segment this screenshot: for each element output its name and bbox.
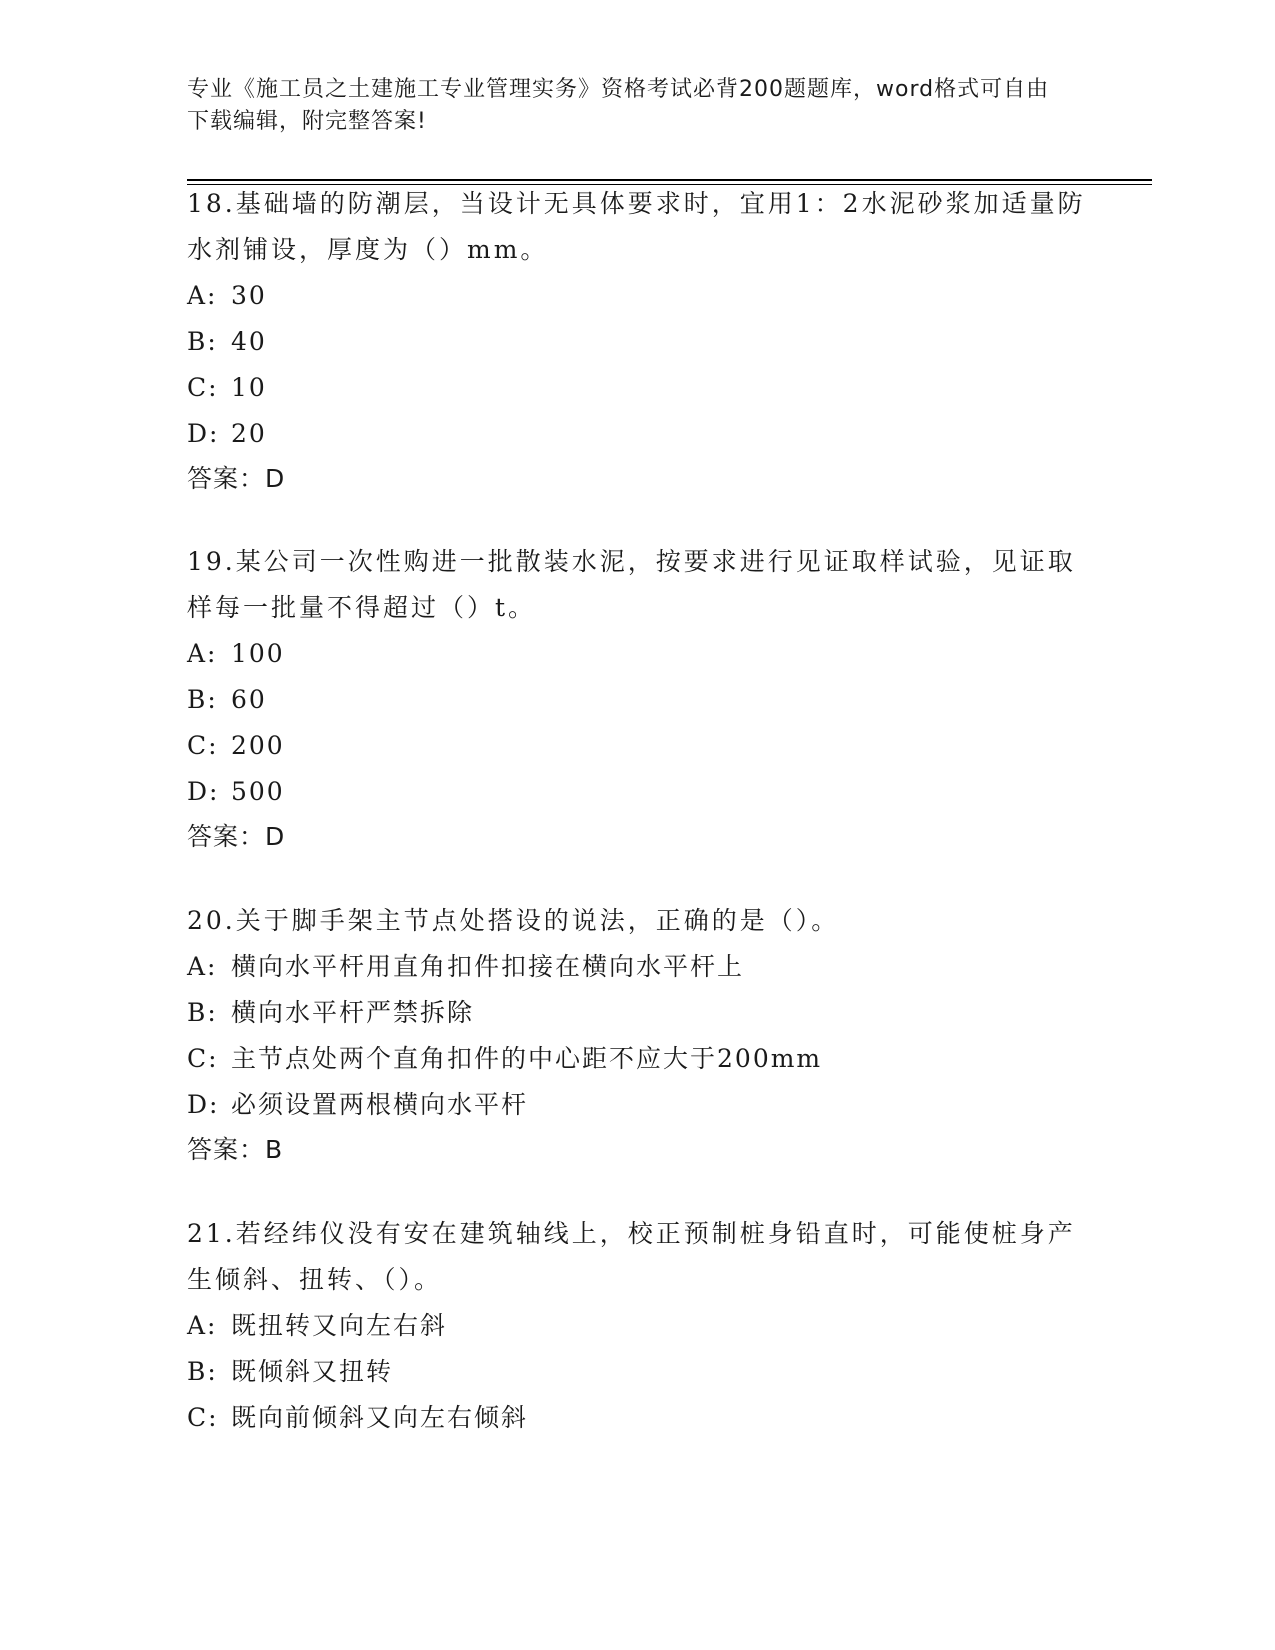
question-stem: 20.关于脚手架主节点处搭设的说法，正确的是（）。 bbox=[187, 906, 840, 935]
option-letter: B: bbox=[187, 327, 218, 356]
question-stem: 18.基础墙的防潮层，当设计无具体要求时，宜用1：2水泥砂浆加适量防水剂铺设，厚度为（）mm。 bbox=[187, 189, 1086, 264]
option-a bbox=[187, 631, 1087, 677]
option-letter: C: bbox=[187, 731, 219, 760]
header-title: 专业《施工员之土建施工专业管理实务》资格考试必背200题题库，word格式可自由下载编辑，附完整答案! bbox=[187, 77, 1050, 134]
option-d bbox=[187, 769, 1087, 815]
option-text: 既向前倾斜又向左右倾斜 bbox=[231, 1403, 529, 1432]
option-b bbox=[187, 990, 1087, 1036]
option-d bbox=[187, 411, 1087, 457]
option-a bbox=[187, 1303, 1087, 1349]
question-20 bbox=[187, 898, 1087, 1172]
option-letter: B: bbox=[187, 685, 218, 714]
option-text: 既倾斜又扭转 bbox=[231, 1357, 394, 1386]
option-letter: D: bbox=[187, 777, 220, 806]
option-b bbox=[187, 319, 1087, 365]
option-text: 100 bbox=[231, 639, 285, 668]
option-letter: B: bbox=[187, 1357, 218, 1386]
option-text: 60 bbox=[231, 685, 267, 714]
option-text: 20 bbox=[231, 419, 267, 448]
option-c bbox=[187, 1395, 1087, 1441]
option-letter: B: bbox=[187, 998, 218, 1027]
option-letter: A: bbox=[187, 281, 218, 310]
option-c bbox=[187, 365, 1087, 411]
option-letter: A: bbox=[187, 952, 218, 981]
answer-line: 答案：B bbox=[187, 1135, 284, 1164]
question-stem: 19.某公司一次性购进一批散装水泥，按要求进行见证取样试验，见证取样每一批量不得超过（）t。 bbox=[187, 547, 1076, 622]
option-text: 30 bbox=[231, 281, 267, 310]
option-text: 500 bbox=[231, 777, 285, 806]
question-21 bbox=[187, 1211, 1087, 1441]
answer-line: 答案：D bbox=[187, 464, 286, 493]
option-text: 既扭转又向左右斜 bbox=[231, 1311, 448, 1340]
option-text: 200 bbox=[231, 731, 285, 760]
option-letter: D: bbox=[187, 1090, 220, 1119]
option-a bbox=[187, 273, 1087, 319]
option-text: 主节点处两个直角扣件的中心距不应大于200mm bbox=[231, 1044, 823, 1073]
option-text: 40 bbox=[231, 327, 267, 356]
option-b bbox=[187, 677, 1087, 723]
option-text: 横向水平杆用直角扣件扣接在横向水平杆上 bbox=[231, 952, 745, 981]
document-header bbox=[187, 74, 1067, 138]
option-letter: A: bbox=[187, 639, 218, 668]
option-letter: C: bbox=[187, 1044, 219, 1073]
option-b bbox=[187, 1349, 1087, 1395]
answer-line: 答案：D bbox=[187, 822, 286, 851]
question-stem: 21.若经纬仪没有安在建筑轴线上，校正预制桩身铅直时，可能使桩身产生倾斜、扭转、（）。 bbox=[187, 1219, 1076, 1294]
option-d bbox=[187, 1082, 1087, 1128]
question-19 bbox=[187, 539, 1087, 859]
option-c bbox=[187, 723, 1087, 769]
option-text: 横向水平杆严禁拆除 bbox=[231, 998, 475, 1027]
option-text: 10 bbox=[231, 373, 267, 402]
option-letter: D: bbox=[187, 419, 220, 448]
option-letter: C: bbox=[187, 373, 219, 402]
option-letter: C: bbox=[187, 1403, 219, 1432]
option-text: 必须设置两根横向水平杆 bbox=[231, 1090, 529, 1119]
question-18 bbox=[187, 181, 1087, 501]
option-c bbox=[187, 1036, 1087, 1082]
option-a bbox=[187, 944, 1087, 990]
option-letter: A: bbox=[187, 1311, 218, 1340]
